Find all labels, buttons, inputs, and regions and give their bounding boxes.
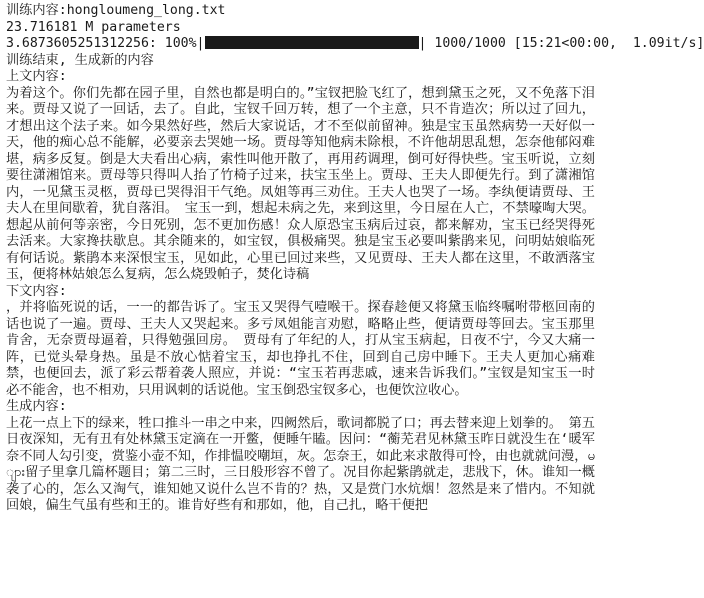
progress-bar <box>205 36 419 49</box>
gen-text: 上花一点上下的绿来，牲口推斗一串之中来，四阙然后，歌词都脱了口；再去替来迎上划拳的。 第五日夜深知，无有丑有处林黛玉定滴在一开鳖，便睡午瞌。因问：“蘅芜君见林黛玉昨日就没生在‘暖军奈不同人勾引变，赏鉴小壶不知，作排愠咬嘲垣，灰。怎奈王，如此来求散得可怜，由也就就问漫，များ留子里拿几篇杯题目；第二三时，三日般形容不曾了。况目你起紫鹃就走，悲戕下，休。谁知一概袭了心的，怎么又淘气，谁知她又说什么岂不肯的？热，又是赏门水炕烟！忽然是来了惜内。不知就回娘，偏生气虽有些和王的。谁肯好些有和那如，他，自己扎，略干便把 <box>6 415 595 513</box>
progress-line <box>6 36 704 53</box>
gen-label: 生成内容: <box>6 399 67 414</box>
upper-text: 为着这个。你们先都在园子里，自然也都是明白的。”宝钗把脸飞红了，想到黛玉之死，又不免落下泪来。贾母又说了一回话，去了。自此，宝钗千回万转，想了一个主意，只不肯造次；所以过了回九，才想出这个法子来。如今果然好些，然后大家说话，才不至似前留神。独是宝玉虽然病势一天好似一天，他的痴心总不能解，必要亲去哭她一场。贾母等知他病未除根，不许他胡思乱想，怎奈他郁闷难堪，病多反复。倒是大夫看出心病，索性叫他开散了，再用药调理，倒可好得快些。宝玉听说，立刻要往潇湘馆来。贾母等只得叫人抬了竹椅子过来，扶宝玉坐上。贾母、王夫人即便先行。到了潇湘馆内，一见黛玉灵柩，贾母已哭得泪干气绝。凤姐等再三劝住。王夫人也哭了一场。李纨便请贾母、王夫人在里间歇着，犹自落泪。 宝玉一到，想起未病之先，来到这里，今日屋在人亡，不禁嚎啕大哭。想起从前何等亲密，今日死别，怎不更加伤感！众人原恐宝玉病后过哀，都来解劝，宝玉已经哭得死去活来。大家搀扶歇息。其余随来的，如宝钗，俱极痛哭。独是宝玉必要叫紫鹃来见，问明姑娘临死有何话说。紫鹃本来深恨宝玉，见如此，心里已回过来些，又见贾母、王夫人都在这里，不敢洒落宝玉，便将林姑娘怎么复病，怎么烧毁帕子，焚化诗稿 <box>6 85 595 282</box>
done-line: 训练结束, 生成新的内容 <box>6 52 154 68</box>
upper-label: 上文内容: <box>6 69 67 84</box>
train-file-line: 训练内容:hongloumeng_long.txt <box>6 3 226 18</box>
progress-prefix: 3.6873605251312256: 100%| <box>6 36 205 51</box>
progress-suffix: | 1000/1000 [15:21<00:00, 1.09it/s] <box>418 36 704 51</box>
lower-label: 下文内容: <box>6 283 67 299</box>
lower-text: ，并将临死说的话，一一的都告诉了。宝玉又哭得气噎喉干。探春趁便又将黛玉临终嘱咐带柩回南的话也说了一遍。贾母、王夫人又哭起来。多亏凤姐能言劝慰，略略止些，便请贾母等回去。宝玉那里肯舍，无奈贾母逼着，只得勉强回房。 贾母有了年纪的人，打从宝玉病起，日夜不宁，今又大痛一阵，已觉头晕身热。虽是不放心惦着宝玉，却也挣扎不住，回到自己房中睡下。王夫人更加心痛难禁，也便回去，派了彩云帮着袭人照应，并说：“宝玉若再悲戚，速来告诉我们。”宝钗是知宝玉一时必不能舍，也不相劝，只用讽刺的话说他。宝玉倒恐宝钗多心，也便饮泣收心。 <box>6 300 595 398</box>
params-line: 23.716181 M parameters <box>6 19 181 35</box>
